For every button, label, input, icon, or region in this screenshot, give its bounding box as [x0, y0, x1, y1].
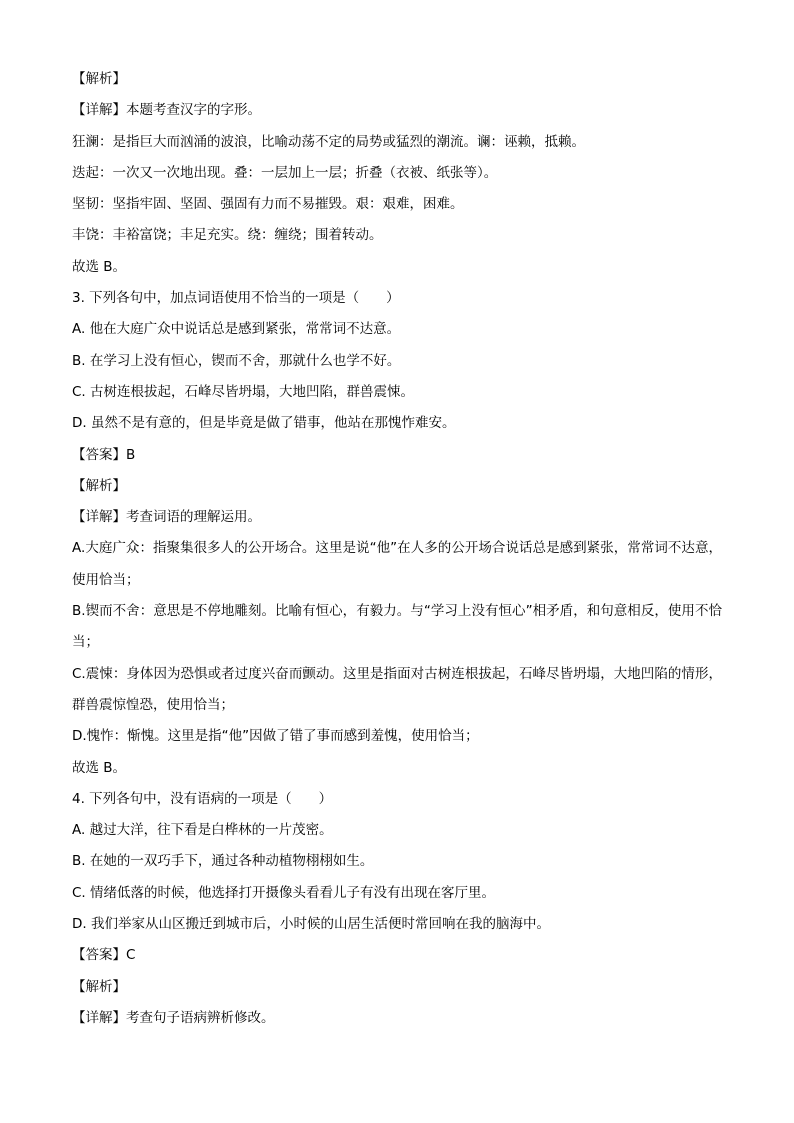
- analysis-heading: 【解析】: [72, 978, 126, 995]
- option-a: A. 他在大庭广众中说话总是感到紧张，常常词不达意。: [72, 321, 401, 338]
- explanation-d: D.愧怍：惭愧。这里是指“他”因做了错了事而感到羞愧，使用恰当；: [72, 728, 479, 745]
- answer-line: 【答案】C: [72, 947, 136, 964]
- option-b: B. 在学习上没有恒心，锲而不舍，那就什么也学不好。: [72, 352, 401, 369]
- detail-line: 【详解】考查句子语病辨析修改。: [72, 1009, 275, 1026]
- explanation-c: C.震悚：身体因为恐惧或者过度兴奋而颤动。这里是指面对古树连根拔起，石峰尽皆坍塌，大地凹陷的情形，群兽震惊惶恐，使用恰当；: [72, 665, 722, 713]
- option-d: D. 我们举家从山区搬迁到城市后，小时候的山居生活便时常回响在我的脑海中。: [72, 916, 550, 933]
- detail-line: 【详解】本题考查汉字的字形。: [72, 102, 261, 119]
- explanation-b: B.锲而不舍：意思是不停地雕刻。比喻有恒心，有毅力。与“学习上没有恒心”相矛盾，和句意相反，使用不恰当；: [72, 603, 722, 651]
- detail-line: 【详解】考查词语的理解运用。: [72, 509, 261, 526]
- option-d: D. 虽然不是有意的，但是毕竟是做了错事，他站在那愧怍难安。: [72, 415, 456, 432]
- explanation-item: 狂澜：是指巨大而汹涌的波浪，比喻动荡不定的局势或猛烈的潮流。谰：诬赖，抵赖。: [72, 133, 585, 150]
- question-stem: 3. 下列各句中，加点词语使用不恰当的一项是（ ）: [72, 290, 400, 307]
- analysis-heading: 【解析】: [72, 71, 126, 87]
- analysis-heading: 【解析】: [72, 477, 126, 494]
- answer-line: 【答案】B: [72, 446, 136, 463]
- explanation-item: 坚韧：坚指牢固、坚固、强固有力而不易摧毁。艰：艰难，困难。: [72, 196, 464, 213]
- document-page: [72, 64, 722, 1034]
- option-a: A. 越过大洋，往下看是白桦林的一片茂密。: [72, 822, 333, 839]
- conclusion-line: 故选 B。: [72, 258, 127, 275]
- option-c: C. 古树连根拔起，石峰尽皆坍塌，大地凹陷，群兽震悚。: [72, 383, 415, 400]
- question-stem: 4. 下列各句中，没有语病的一项是（ ）: [72, 790, 333, 807]
- option-c: C. 情绪低落的时候，他选择打开摄像头看看儿子有没有出现在客厅里。: [72, 884, 496, 901]
- conclusion-line: 故选 B。: [72, 759, 127, 776]
- option-b: B. 在她的一双巧手下，通过各种动植物栩栩如生。: [72, 853, 374, 870]
- explanation-item: 丰饶：丰裕富饶；丰足充实。绕：缠绕；围着转动。: [72, 227, 383, 244]
- explanation-item: 迭起：一次又一次地出现。叠：一层加上一层；折叠（衣被、纸张等）。: [72, 164, 498, 181]
- explanation-a: A.大庭广众：指聚集很多人的公开场合。这里是说“他”在人多的公开场合说话总是感到紧张，常常词不达意，使用恰当；: [72, 540, 722, 588]
